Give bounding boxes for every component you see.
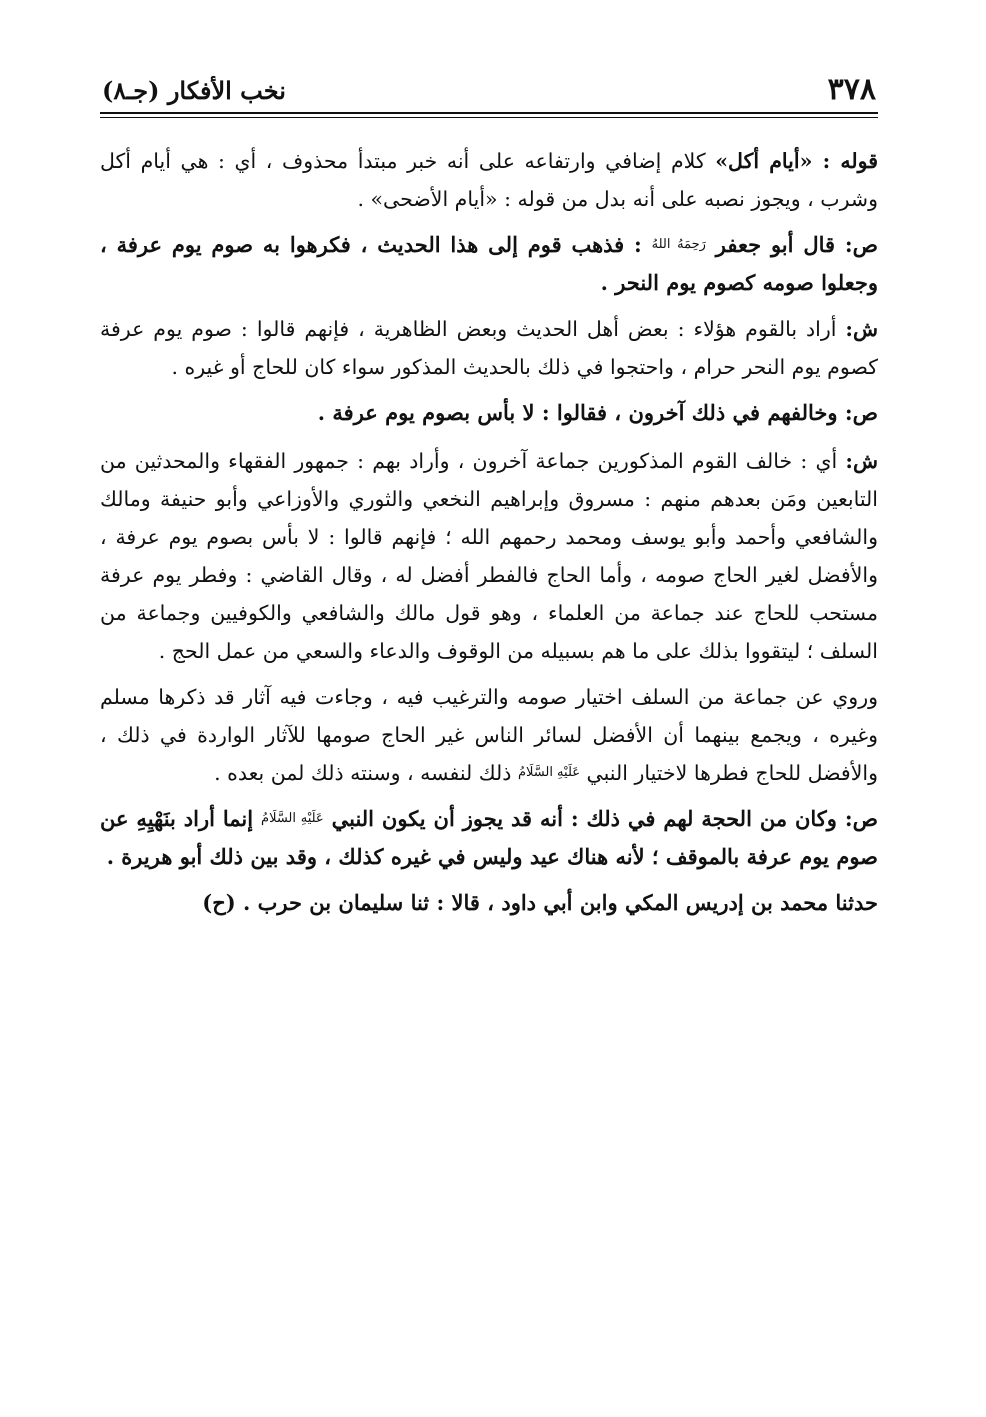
paragraph-text: وروي عن جماعة من السلف اختيار صومه والترغيب فيه ، وجاءت فيه آثار قد ذكرها مسلم وغيره ، ويجمع بينهما أن الأفضل لسائر الناس غير الحاج صومها للآثار الواردة في ذلك ، والأفضل للحاج فطرها لاختيار النبي — [100, 685, 878, 785]
honorific-glyph: عَلَيْهِ السَّلَامُ — [261, 811, 324, 826]
commentary-paragraph — [100, 310, 878, 386]
paragraph-lead: ص: — [844, 400, 878, 425]
commentary-paragraph — [100, 678, 878, 792]
running-title: نخب الأفكار (جـ٨) — [102, 76, 286, 105]
paragraph-lead: ص: — [844, 232, 878, 257]
honorific-glyph: رَحِمَهُ اللهُ — [651, 237, 706, 252]
paragraph-text: أي : خالف القوم المذكورين جماعة آخرون ، وأراد بهم : جمهور الفقهاء والمحدثين من التابعين ومَن بعدهم منهم : مسروق وإبراهيم النخعي والثوري والأوزاعي وأبو حنيفة ومالك والشافعي وأحمد وأبو يوسف ومحمد رحمهم الله ؛ فإنهم قالوا : لا بأس بصوم يوم عرفة ، والأفضل لغير الحاج صومه ، وأما الحاج فالفطر أفضل له ، وقال القاضي : وفطر يوم عرفة مستحب للحاج عند جماعة من العلماء ، وهو قول مالك والشافعي والكوفيين وجماعة من السلف ؛ ليتقووا بذلك على ما هم بسبيله من الوقوف والدعاء والسعي من عمل الحج . — [100, 449, 878, 663]
paragraph-text: : فذهب قوم إلى هذا الحديث ، فكرهوا به صوم يوم عرفة ، وجعلوا صومه كصوم يوم النحر . — [100, 232, 878, 295]
page-header — [100, 68, 878, 114]
honorific-glyph: عَلَيْهِ السَّلَامُ — [517, 765, 581, 780]
book-page — [100, 68, 878, 930]
isnad-paragraph — [100, 884, 878, 922]
paragraph-lead: ش: — [845, 317, 878, 341]
paragraph-text: ذلك لنفسه ، وسنته ذلك لمن بعده . — [214, 761, 518, 785]
paragraph-text: وكان من الحجة لهم في ذلك : أنه قد يجوز أن يكون النبي — [323, 806, 845, 831]
page-number: ٣٧٨ — [827, 72, 876, 107]
commentary-paragraph — [100, 142, 878, 218]
paragraph-text: قال أبو جعفر — [705, 232, 845, 257]
main-text-paragraph — [100, 226, 878, 302]
paragraph-text: حدثنا محمد بن إدريس المكي وابن أبي داود ، قالا : ثنا سليمان بن حرب . (ح) — [202, 890, 878, 915]
page-body — [100, 142, 878, 922]
main-text-paragraph — [100, 800, 878, 876]
paragraph-text: أراد بالقوم هؤلاء : بعض أهل الحديث وبعض الظاهرية ، فإنهم قالوا : صوم يوم عرفة كصوم يوم النحر حرام ، واحتجوا في ذلك بالحديث المذكور سواء كان للحاج أو غيره . — [100, 317, 878, 379]
main-text-paragraph — [100, 394, 878, 432]
commentary-paragraph — [100, 442, 878, 670]
paragraph-lead: ش: — [845, 449, 878, 473]
paragraph-text: كلام إضافي وارتفاعه على أنه خبر مبتدأ محذوف ، أي : هي أيام أكل وشرب ، ويجوز نصبه على أنه بدل من قوله : «أيام الأضحى» . — [100, 149, 878, 211]
paragraph-text: إنما أراد بنَهْيِهِ عن صوم يوم عرفة بالموقف ؛ لأنه هناك عيد وليس في غيره كذلك ، وقد بين ذلك أبو هريرة . — [100, 806, 878, 869]
paragraph-lead: قوله : «أيام أكل» — [715, 149, 878, 173]
paragraph-text: وخالفهم في ذلك آخرون ، فقالوا : لا بأس بصوم يوم عرفة . — [317, 400, 845, 425]
paragraph-lead: ص: — [844, 806, 878, 831]
